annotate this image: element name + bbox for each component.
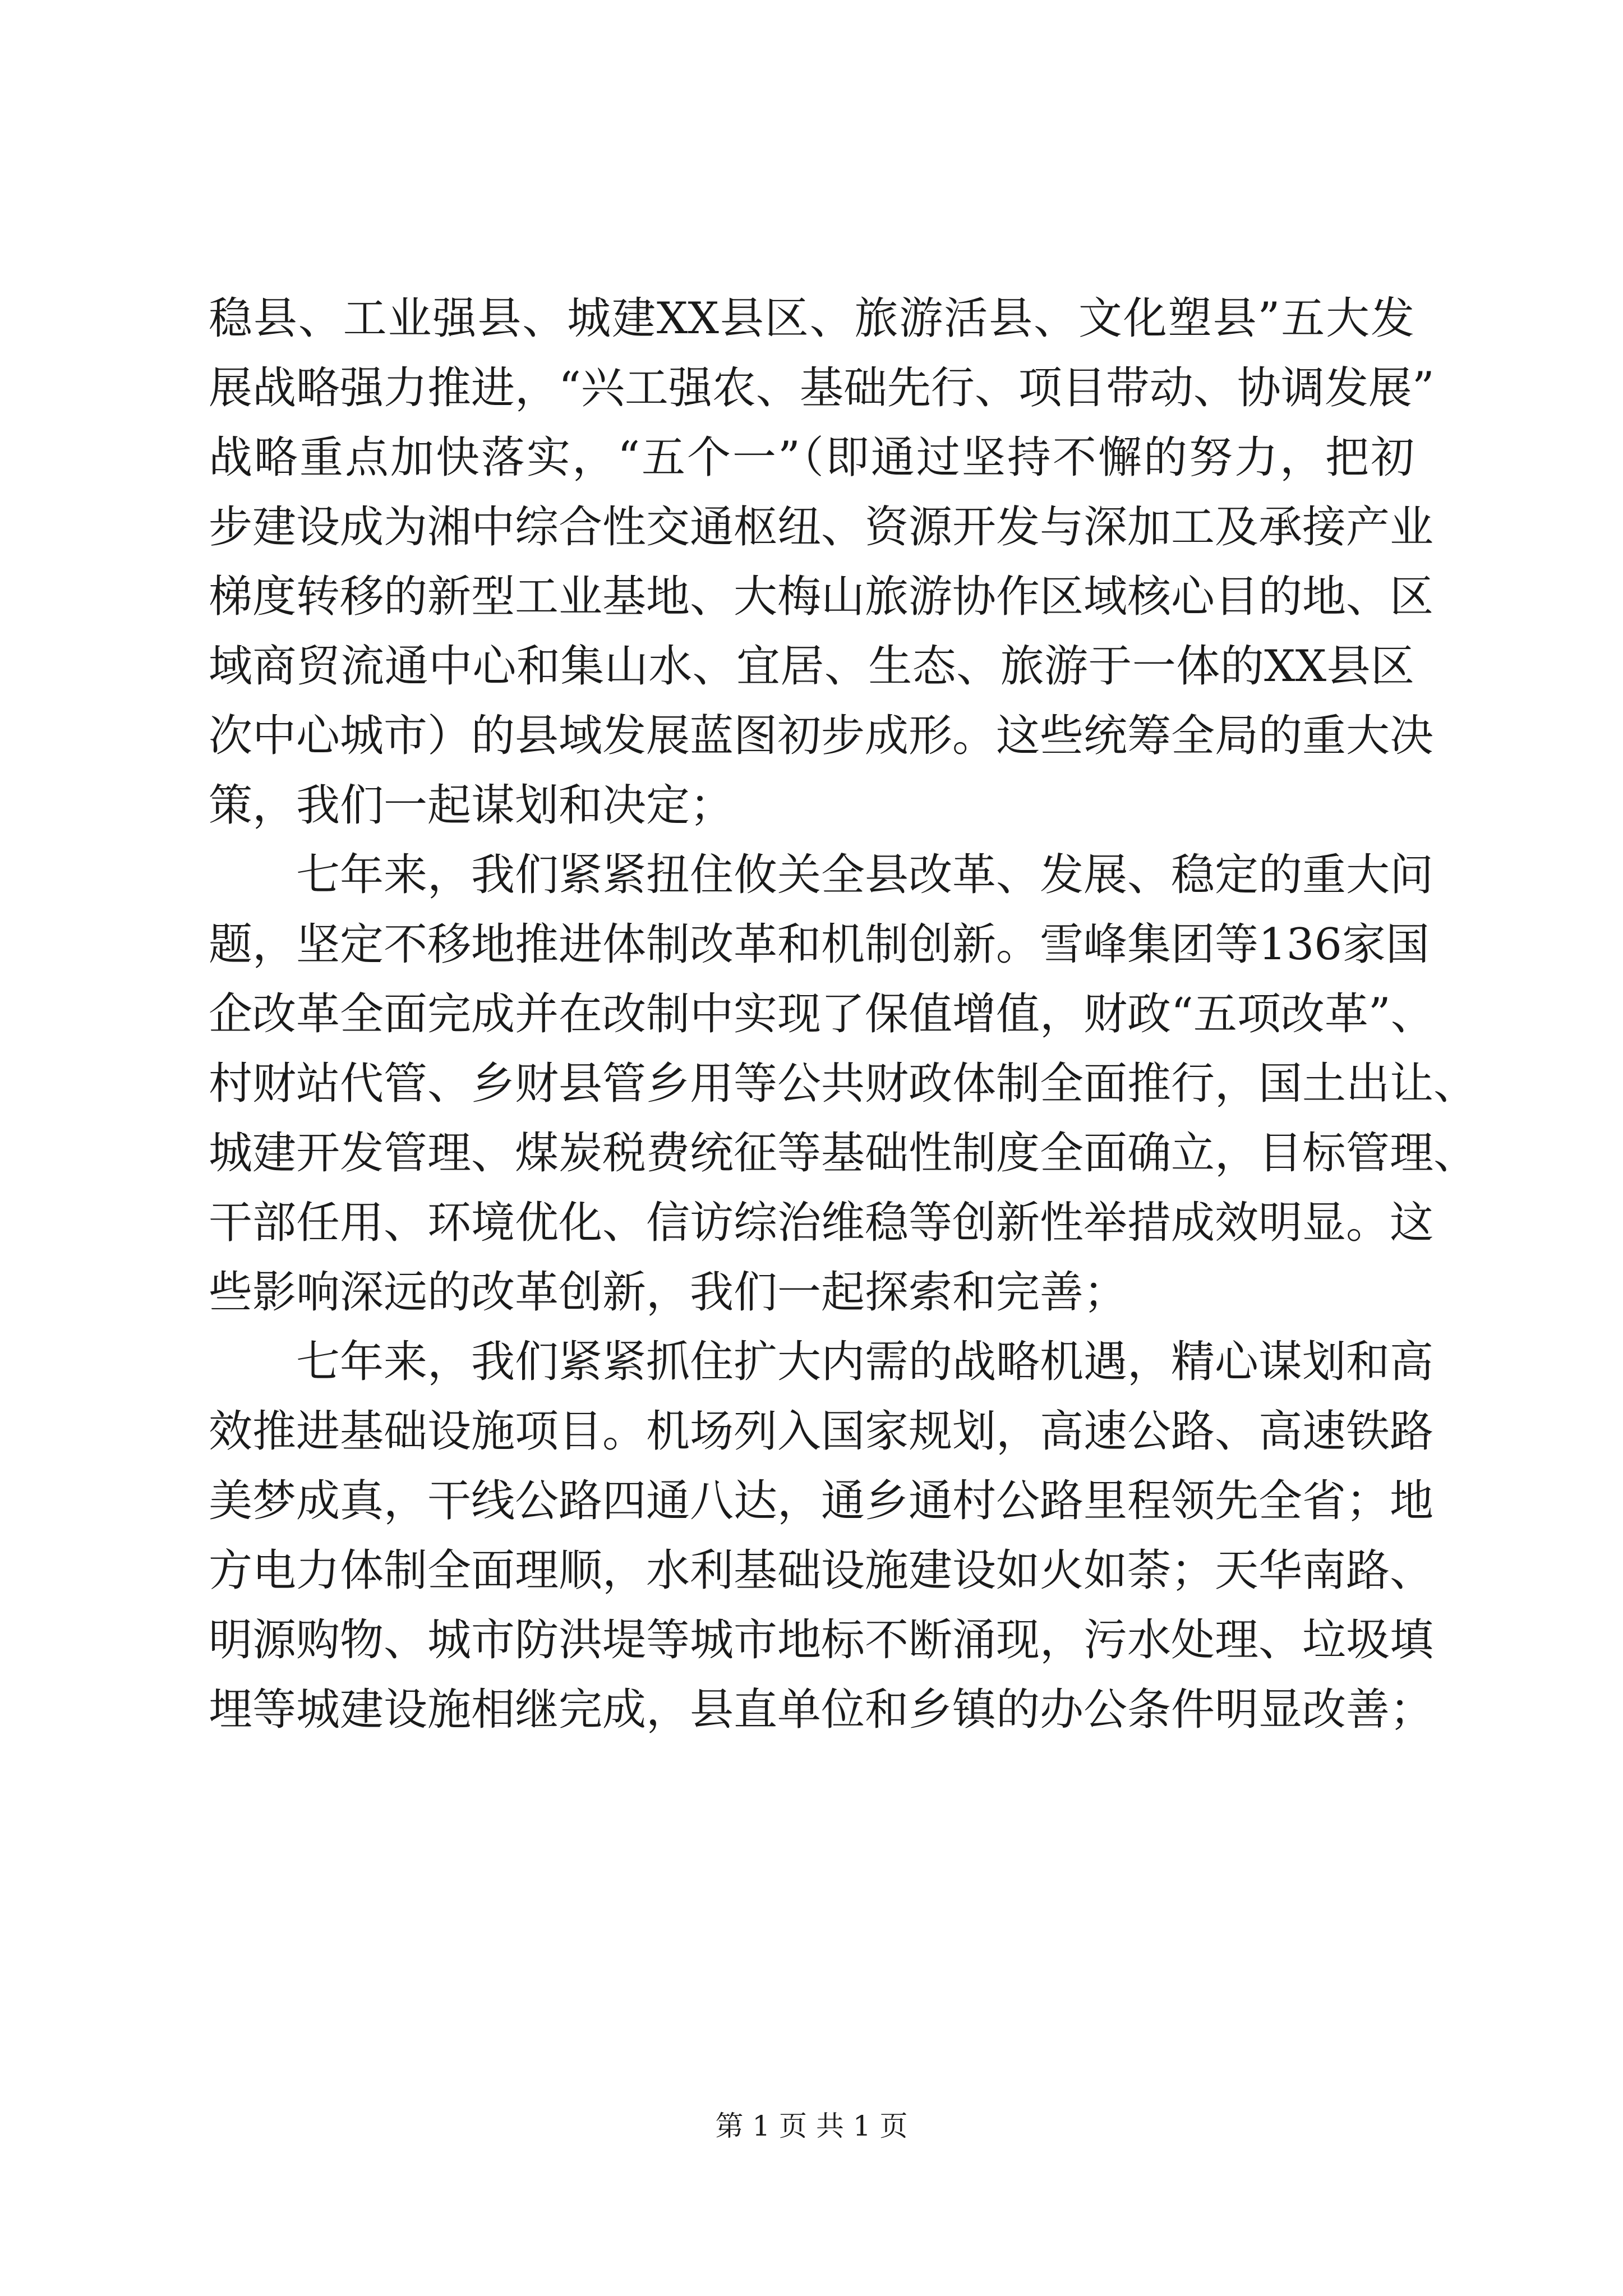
text-line: 干部任用、环境优化、信访综治维稳等创新性举措成效明显。这 xyxy=(209,1198,1434,1248)
text-line: 战略重点加快落实，“五个一”（即通过坚持不懈的努力，把初 xyxy=(209,432,1414,483)
text-line: 埋等城建设施相继完成，县直单位和乡镇的办公条件明显改善； xyxy=(209,1685,1434,1735)
text-line: 方电力体制全面理顺，水利基础设施建设如火如荼；天华南路、 xyxy=(209,1545,1434,1596)
text-line: 村财站代管、乡财县管乡用等公共财政体制全面推行，国土出让、 xyxy=(209,1059,1478,1109)
text-line: 策，我们一起谋划和决定； xyxy=(209,780,734,831)
text-line: 域商贸流通中心和集山水、宜居、生态、旅游于一体的XX县区 xyxy=(209,641,1414,692)
text-line: 稳县、工业强县、城建XX县区、旅游活县、文化塑县”五大发 xyxy=(209,293,1414,344)
paragraph xyxy=(209,292,1435,848)
text-line: 明源购物、城市防洪堤等城市地标不断涌现，污水处理、垃圾填 xyxy=(209,1615,1434,1665)
text-line: 题，坚定不移地推进体制改革和机制创新。雪峰集团等136家国 xyxy=(209,919,1430,970)
text-line: 七年来，我们紧紧扭住攸关全县改革、发展、稳定的重大问 xyxy=(296,850,1434,900)
text-line: 些影响深远的改革创新，我们一起探索和完善； xyxy=(209,1267,1128,1318)
paragraph xyxy=(209,1335,1434,1752)
text-line: 美梦成真，干线公路四通八达，通乡通村公路里程领先全省；地 xyxy=(209,1476,1434,1526)
text-line: 七年来，我们紧紧抓住扩大内需的战略机遇，精心谋划和高 xyxy=(296,1337,1434,1387)
text-line: 效推进基础设施项目。机场列入国家规划，高速公路、高速铁路 xyxy=(209,1406,1434,1457)
text-line: 城建开发管理、煤炭税费统征等基础性制度全面确立，目标管理、 xyxy=(209,1128,1478,1179)
text-line: 展战略强力推进，“兴工强农、基础先行、项目带动、协调发展” xyxy=(209,363,1435,413)
text-line: 梯度转移的新型工业基地、大梅山旅游协作区域核心目的地、区 xyxy=(209,572,1434,622)
document-body xyxy=(209,292,1478,1752)
page-footer: 第 1 页 共 1 页 xyxy=(715,2110,908,2142)
text-line: 次中心城市）的县域发展蓝图初步成形。这些统筹全局的重大决 xyxy=(209,711,1434,761)
text-line: 步建设成为湘中综合性交通枢纽、资源开发与深加工及承接产业 xyxy=(209,502,1434,553)
paragraph xyxy=(209,848,1478,1335)
text-line: 企改革全面完成并在改制中实现了保值增值，财政“五项改革”、 xyxy=(209,989,1435,1039)
